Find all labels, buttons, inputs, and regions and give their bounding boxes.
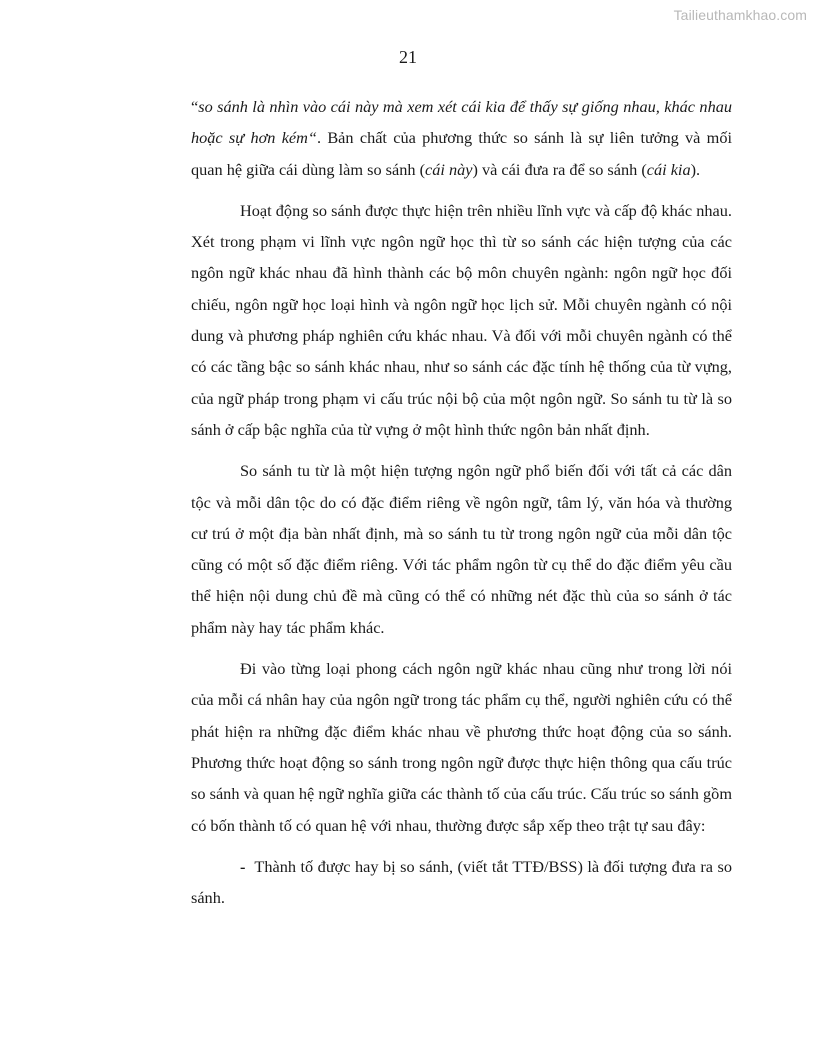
open-quote: “ — [191, 97, 199, 116]
page-number: 21 — [399, 47, 417, 67]
watermark: Tailieuthamkhao.com — [673, 7, 807, 23]
bullet-item — [191, 851, 732, 914]
paragraph-3: So sánh tu từ là một hiện tượng ngôn ngữ phổ biến đối với tất cả các dân tộc và mỗi dân tộc do có đặc điểm riêng về ngôn ngữ, tâm lý, văn hóa và thường cư trú ở một địa bàn nhất định, mà so sánh tu từ trong ngôn ngữ của mỗi dân tộc cũng có một số đặc điểm riêng. Với tác phẩm ngôn từ cụ thể do đặc điểm yêu cầu thể hiện nội dung chủ đề mà cũng có thể có những nét đặc thù của so sánh ở tác phẩm này hay tác phẩm khác. — [191, 461, 732, 637]
paragraph-1-text-b: ) và cái đưa ra để so sánh ( — [472, 159, 647, 179]
italic-term-cai-nay: cái này — [425, 159, 473, 179]
italic-quote: so sánh là nhìn vào cái này mà xem xét cái kia để thấy sự giống nhau, khác nhau hoặc sự hơn kém“ — [191, 97, 732, 148]
bullet-text: Thành tố được hay bị so sánh, (viết tắt TTĐ/BSS) là đối tượng đưa ra so sánh. — [191, 856, 732, 908]
paragraph-4: Đi vào từng loại phong cách ngôn ngữ khác nhau cũng như trong lời nói của mỗi cá nhân hay của ngôn ngữ trong tác phẩm cụ thể, người nghiên cứu có thể phát hiện ra những đặc điểm khác nhau về phương thức hoạt động của so sánh. Phương thức hoạt động so sánh trong ngôn ngữ được thực hiện thông qua cấu trúc so sánh và quan hệ ngữ nghĩa giữa các thành tố của cấu trúc. Cấu trúc so sánh gồm có bốn thành tố có quan hệ với nhau, thường được sắp xếp theo trật tự sau đây: — [191, 659, 732, 835]
paragraph-1-text-a: . Bản chất của phương thức so sánh là sự liên tưởng và mối quan hệ giữa cái dùng làm so sánh ( — [191, 128, 732, 179]
document-body — [191, 91, 732, 913]
bullet-dash: - — [240, 856, 246, 876]
paragraph-1 — [191, 91, 732, 185]
paragraph-1-text-c: ). — [690, 159, 701, 179]
italic-term-cai-kia: cái kia — [646, 159, 691, 179]
paragraph-2: Hoạt động so sánh được thực hiện trên nhiều lĩnh vực và cấp độ khác nhau. Xét trong phạm vi lĩnh vực ngôn ngữ học thì từ so sánh các hiện tượng của các ngôn ngữ khác nhau đã hình thành các bộ môn chuyên ngành: ngôn ngữ học đối chiếu, ngôn ngữ học loại hình và ngôn ngữ học lịch sử. Mỗi chuyên ngành có nội dung và phương pháp nghiên cứu khác nhau. Và đối với mỗi chuyên ngành có thể có các tầng bậc so sánh khác nhau, như so sánh các đặc tính hệ thống của từ vựng, của ngữ pháp trong phạm vi cấu trúc nội bộ của một ngôn ngữ. So sánh tu từ là so sánh ở cấp bậc nghĩa của từ vựng ở một hình thức ngôn bản nhất định. — [191, 200, 732, 439]
